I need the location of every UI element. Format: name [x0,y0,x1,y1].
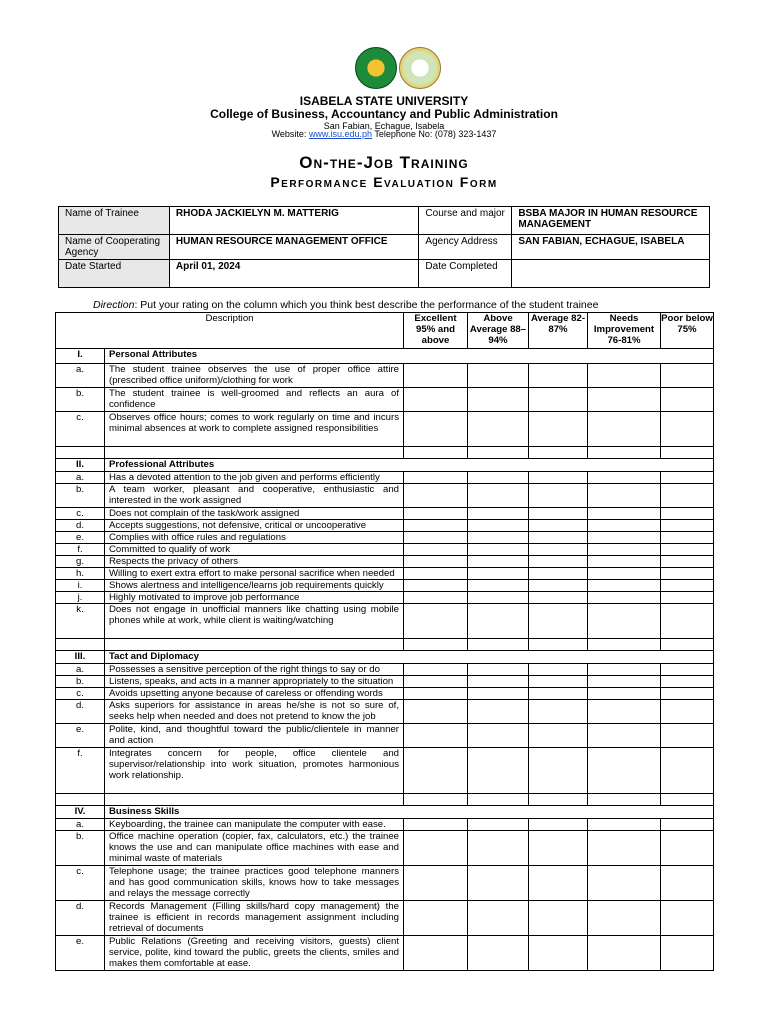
criteria-row [56,688,714,700]
criteria-text: Does not complain of the task/work assigned [105,508,404,520]
college-seal-icon [399,47,441,89]
rating-cell[interactable] [404,688,468,700]
rating-cell[interactable] [404,676,468,688]
rating-header: Poor below 75% [661,313,714,349]
rating-cell[interactable] [529,556,588,568]
rating-cell[interactable] [588,412,661,447]
rating-cell[interactable] [661,724,714,748]
rating-cell[interactable] [661,592,714,604]
rating-cell[interactable] [529,388,588,412]
rating-cell[interactable] [529,604,588,639]
rating-cell[interactable] [529,544,588,556]
criteria-letter: g. [56,556,105,568]
agency-value[interactable]: HUMAN RESOURCE MANAGEMENT OFFICE [169,235,419,260]
rating-cell[interactable] [588,520,661,532]
rating-cell[interactable] [529,639,588,651]
criteria-letter: e. [56,936,105,971]
rating-table [55,312,714,971]
date-completed-label: Date Completed [419,260,512,288]
spacer-row [56,794,714,806]
criteria-letter: f. [56,748,105,794]
rating-cell[interactable] [404,748,468,794]
criteria-row [56,568,714,580]
criteria-text: Accepts suggestions, not defensive, critical or uncooperative [105,520,404,532]
criteria-row [56,831,714,866]
rating-cell[interactable] [468,412,529,447]
rating-cell[interactable] [404,639,468,651]
rating-cell[interactable] [588,831,661,866]
criteria-text: A team worker, pleasant and cooperative, enthusiastic and interested in the work assigned [105,484,404,508]
criteria-text: Telephone usage; the trainee practices good telephone manners and has good communication skills, knows how to take messages and relays the message correctly [105,866,404,901]
spacer-cell [56,639,105,651]
rating-cell[interactable] [404,520,468,532]
criteria-letter: b. [56,388,105,412]
rating-table-body [56,349,714,971]
section-title: Personal Attributes [105,349,714,364]
criteria-row [56,412,714,447]
rating-cell[interactable] [588,794,661,806]
logos [355,47,441,89]
rating-cell[interactable] [404,724,468,748]
criteria-row [56,748,714,794]
rating-cell[interactable] [404,592,468,604]
rating-cell[interactable] [468,580,529,592]
section-number: IV. [56,806,105,819]
criteria-text: Complies with office rules and regulations [105,532,404,544]
criteria-letter: j. [56,592,105,604]
section-title: Business Skills [105,806,714,819]
rating-cell[interactable] [661,676,714,688]
trainee-name-label: Name of Trainee [59,207,170,235]
rating-cell[interactable] [404,819,468,831]
rating-cell[interactable] [661,388,714,412]
rating-cell[interactable] [468,724,529,748]
college-name: College of Business, Accountancy and Public Administration [210,107,558,121]
criteria-row [56,592,714,604]
rating-cell[interactable] [588,700,661,724]
course-value[interactable]: BSBA MAJOR IN HUMAN RESOURCE MANAGEMENT [512,207,710,235]
rating-header: Excellent 95% and above [404,313,468,349]
date-completed-value[interactable] [512,260,710,288]
rating-cell[interactable] [588,866,661,901]
rating-cell[interactable] [468,532,529,544]
rating-cell[interactable] [468,604,529,639]
rating-cell[interactable] [661,447,714,459]
rating-cell[interactable] [529,724,588,748]
website-label: Website: [271,129,307,139]
rating-cell[interactable] [404,508,468,520]
criteria-text: Listens, speaks, and acts in a manner appropriately to the situation [105,676,404,688]
rating-cell[interactable] [468,688,529,700]
rating-cell[interactable] [661,748,714,794]
criteria-letter: a. [56,819,105,831]
criteria-row [56,700,714,724]
rating-cell[interactable] [468,568,529,580]
criteria-row [56,556,714,568]
criteria-row [56,936,714,971]
rating-cell[interactable] [468,664,529,676]
rating-cell[interactable] [529,688,588,700]
rating-cell[interactable] [468,936,529,971]
spacer-row [56,639,714,651]
rating-cell[interactable] [588,664,661,676]
criteria-letter: c. [56,866,105,901]
direction-body: : Put your rating on the column which you think best describe the performance of the student trainee [134,299,599,311]
criteria-letter: a. [56,664,105,676]
rating-cell[interactable] [529,364,588,388]
criteria-row [56,866,714,901]
rating-cell[interactable] [661,412,714,447]
rating-cell[interactable] [588,936,661,971]
rating-cell[interactable] [661,568,714,580]
criteria-text: Observes office hours; comes to work regularly on time and incurs minimal absences at work to complete assigned responsibilities [105,412,404,447]
rating-cell[interactable] [529,664,588,676]
rating-cell[interactable] [404,388,468,412]
rating-cell[interactable] [661,794,714,806]
rating-cell[interactable] [529,568,588,580]
rating-header: Average 82-87% [529,313,588,349]
spacer-cell [105,639,404,651]
rating-cell[interactable] [588,532,661,544]
rating-cell[interactable] [661,901,714,936]
criteria-letter: i. [56,580,105,592]
section-row [56,806,714,819]
section-title: Professional Attributes [105,459,714,472]
rating-cell[interactable] [661,819,714,831]
criteria-letter: e. [56,724,105,748]
criteria-text: Respects the privacy of others [105,556,404,568]
rating-cell[interactable] [404,831,468,866]
rating-cell[interactable] [404,544,468,556]
rating-cell[interactable] [404,604,468,639]
criteria-text: Integrates concern for people, office clientele and supervisor/relationship into work situation, promotes harmonious work relationship. [105,748,404,794]
form-title: On-the-Job Training [299,153,469,172]
criteria-row [56,544,714,556]
rating-cell[interactable] [468,639,529,651]
rating-cell[interactable] [468,556,529,568]
rating-cell[interactable] [529,472,588,484]
rating-cell[interactable] [468,700,529,724]
criteria-letter: b. [56,831,105,866]
rating-cell[interactable] [661,484,714,508]
date-started-value[interactable]: April 01, 2024 [169,260,419,288]
spacer-row [56,447,714,459]
rating-cell[interactable] [468,676,529,688]
rating-cell[interactable] [529,532,588,544]
rating-cell[interactable] [661,508,714,520]
criteria-letter: h. [56,568,105,580]
rating-cell[interactable] [529,748,588,794]
rating-cell[interactable] [468,484,529,508]
criteria-text: Willing to exert extra effort to make personal sacrifice when needed [105,568,404,580]
criteria-text: Keyboarding, the trainee can manipulate the computer with ease. [105,819,404,831]
rating-cell[interactable] [468,508,529,520]
criteria-row [56,484,714,508]
criteria-letter: c. [56,688,105,700]
rating-cell[interactable] [588,447,661,459]
spacer-cell [56,447,105,459]
criteria-text: Avoids upsetting anyone because of careless or offending words [105,688,404,700]
rating-cell[interactable] [529,794,588,806]
criteria-row [56,819,714,831]
criteria-letter: d. [56,700,105,724]
rating-cell[interactable] [404,412,468,447]
criteria-row [56,508,714,520]
rating-cell[interactable] [588,364,661,388]
university-address: San Fabian, Echague, Isabela [323,121,445,131]
rating-cell[interactable] [661,472,714,484]
criteria-row [56,580,714,592]
criteria-text: Office machine operation (copier, fax, calculators, etc.) the trainee knows the use and can manipulate office machines with ease and minimal waste of materials [105,831,404,866]
trainee-name-value[interactable]: RHODA JACKIELYN M. MATTERIG [169,207,419,235]
rating-cell[interactable] [529,831,588,866]
criteria-letter: c. [56,508,105,520]
rating-cell[interactable] [588,556,661,568]
direction-label: Direction [93,299,135,311]
rating-cell[interactable] [404,447,468,459]
agency-address-value[interactable]: SAN FABIAN, ECHAGUE, ISABELA [512,235,710,260]
rating-cell[interactable] [404,364,468,388]
rating-cell[interactable] [404,664,468,676]
criteria-row [56,364,714,388]
rating-cell[interactable] [661,364,714,388]
rating-cell[interactable] [661,664,714,676]
rating-cell[interactable] [588,544,661,556]
rating-cell[interactable] [661,866,714,901]
criteria-text: Shows alertness and intelligence/learns job requirements quickly [105,580,404,592]
rating-cell[interactable] [529,508,588,520]
rating-cell[interactable] [468,819,529,831]
rating-cell[interactable] [404,484,468,508]
rating-cell[interactable] [529,592,588,604]
section-row [56,459,714,472]
rating-cell[interactable] [661,556,714,568]
rating-cell[interactable] [588,676,661,688]
rating-cell[interactable] [661,544,714,556]
criteria-text: Asks superiors for assistance in areas he/she is not so sure of, seeks help when needed and does not pretend to know the job [105,700,404,724]
university-name: ISABELA STATE UNIVERSITY [299,94,469,108]
rating-cell[interactable] [468,866,529,901]
section-row [56,651,714,664]
agency-label: Name of Cooperating Agency [59,235,170,260]
rating-cell[interactable] [529,580,588,592]
rating-cell[interactable] [661,639,714,651]
rating-cell[interactable] [661,580,714,592]
rating-cell[interactable] [468,364,529,388]
criteria-row [56,676,714,688]
rating-cell[interactable] [468,794,529,806]
rating-cell[interactable] [468,592,529,604]
criteria-letter: e. [56,532,105,544]
rating-header: Needs Improvement 76-81% [588,313,661,349]
website-link[interactable]: www.isu.edu.ph [308,129,372,139]
rating-cell[interactable] [404,580,468,592]
university-seal-icon [355,47,397,89]
form-subtitle: Performance Evaluation Form [270,174,498,190]
rating-header: Above Average 88–94% [468,313,529,349]
rating-cell[interactable] [529,866,588,901]
criteria-letter: f. [56,544,105,556]
rating-cell[interactable] [404,556,468,568]
section-number: II. [56,459,105,472]
rating-cell[interactable] [588,724,661,748]
criteria-text: Does not engage in unofficial manners like chatting using mobile phones while at work, while client is waiting/watching [105,604,404,639]
rating-cell[interactable] [661,688,714,700]
rating-cell[interactable] [661,700,714,724]
section-row [56,349,714,364]
rating-cell[interactable] [468,388,529,412]
criteria-row [56,724,714,748]
criteria-letter: k. [56,604,105,639]
rating-cell[interactable] [588,604,661,639]
criteria-row [56,901,714,936]
criteria-letter: b. [56,676,105,688]
rating-cell[interactable] [588,748,661,794]
rating-cell[interactable] [404,700,468,724]
rating-cell[interactable] [588,568,661,580]
rating-cell[interactable] [661,520,714,532]
criteria-row [56,604,714,639]
rating-cell[interactable] [661,604,714,639]
criteria-row [56,532,714,544]
rating-cell[interactable] [468,748,529,794]
rating-cell[interactable] [661,831,714,866]
rating-cell[interactable] [529,520,588,532]
spacer-cell [105,447,404,459]
rating-cell[interactable] [404,936,468,971]
criteria-text: Possesses a sensitive perception of the right things to say or do [105,664,404,676]
rating-cell[interactable] [529,901,588,936]
trainee-info-table [58,206,710,288]
rating-cell[interactable] [529,447,588,459]
criteria-row [56,472,714,484]
rating-cell[interactable] [468,831,529,866]
date-started-label: Date Started [59,260,170,288]
rating-cell[interactable] [588,592,661,604]
course-label: Course and major [419,207,512,235]
rating-cell[interactable] [588,472,661,484]
rating-cell[interactable] [661,936,714,971]
spacer-cell [56,794,105,806]
criteria-row [56,664,714,676]
criteria-text: Committed to qualify of work [105,544,404,556]
rating-cell[interactable] [404,568,468,580]
section-number: I. [56,349,105,364]
criteria-letter: a. [56,364,105,388]
rating-cell[interactable] [404,472,468,484]
rating-cell[interactable] [529,412,588,447]
telephone-text: Telephone No: (078) 323-1437 [374,129,497,139]
rating-cell[interactable] [588,819,661,831]
contact-line [0,129,768,139]
criteria-letter: a. [56,472,105,484]
rating-cell[interactable] [468,520,529,532]
criteria-row [56,388,714,412]
section-number: III. [56,651,105,664]
rating-cell[interactable] [588,508,661,520]
direction-text [93,299,598,311]
section-title: Tact and Diplomacy [105,651,714,664]
rating-cell[interactable] [588,388,661,412]
criteria-text: Polite, kind, and thoughtful toward the public/clientele in manner and action [105,724,404,748]
criteria-letter: b. [56,484,105,508]
criteria-letter: c. [56,412,105,447]
rating-cell[interactable] [404,866,468,901]
rating-cell[interactable] [588,901,661,936]
rating-cell[interactable] [529,676,588,688]
description-header: Description [56,313,404,349]
rating-cell[interactable] [529,936,588,971]
criteria-letter: d. [56,901,105,936]
agency-address-label: Agency Address [419,235,512,260]
criteria-text: Highly motivated to improve job performance [105,592,404,604]
criteria-letter: d. [56,520,105,532]
rating-cell[interactable] [468,472,529,484]
rating-cell[interactable] [588,484,661,508]
rating-cell[interactable] [404,794,468,806]
rating-cell[interactable] [588,639,661,651]
rating-cell[interactable] [468,447,529,459]
criteria-text: Has a devoted attention to the job given and performs efficiently [105,472,404,484]
rating-cell[interactable] [404,901,468,936]
criteria-text: Public Relations (Greeting and receiving visitors, guests) client service, polite, kind toward the public, greets the clients, smiles and makes them comfortable at ease. [105,936,404,971]
criteria-text: The student trainee is well-groomed and reflects an aura of confidence [105,388,404,412]
rating-cell[interactable] [468,544,529,556]
criteria-text: Records Management (Filling skills/hard copy management) the trainee is efficient in records management assignment including retrieval of documents [105,901,404,936]
rating-cell[interactable] [468,901,529,936]
rating-cell[interactable] [529,484,588,508]
criteria-row [56,520,714,532]
rating-cell[interactable] [404,532,468,544]
rating-cell[interactable] [588,580,661,592]
rating-table-header [56,313,714,349]
rating-cell[interactable] [529,700,588,724]
rating-cell[interactable] [588,688,661,700]
rating-cell[interactable] [529,819,588,831]
spacer-cell [105,794,404,806]
criteria-text: The student trainee observes the use of proper office attire (prescribed office uniform)/clothing for work [105,364,404,388]
rating-cell[interactable] [661,532,714,544]
